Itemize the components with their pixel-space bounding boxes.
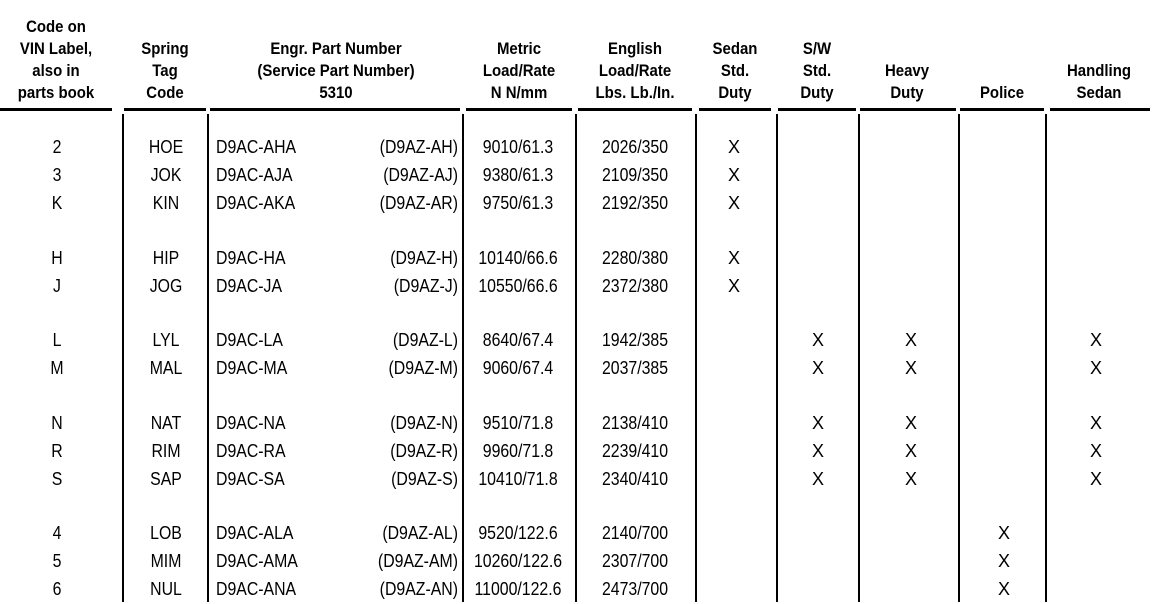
duty-mark-handling: X [1089,413,1102,433]
header-line: also in [32,61,80,80]
spring-tag-code: NAT [150,413,182,433]
duty-mark-handling: X [1089,358,1102,378]
header-sw [783,0,852,104]
english-load-rate: 2372/380 [601,276,669,296]
english-load-rate: 1942/385 [601,330,669,350]
header-line: Handling [1067,61,1131,80]
english-load-rate: 2307/700 [601,551,669,571]
engr-part-number: D9AC-ALA [216,523,294,543]
spring-tag-code: JOK [150,165,182,185]
header-line: parts book [17,83,95,102]
duty-mark-heavy: X [904,469,917,489]
metric-load-rate: 10260/122.6 [473,551,563,571]
engr-part-number: D9AC-MA [216,358,288,378]
duty-mark-sedan: X [727,276,740,296]
duty-mark-sedan: X [727,248,740,268]
engr-part-number: D9AC-AKA [216,193,296,213]
service-part-number: (D9AZ-R) [390,441,458,461]
header-police [963,0,1040,104]
header-underline [960,108,1044,111]
duty-mark-handling: X [1089,469,1102,489]
header-line: VIN Label, [19,39,93,58]
header-line: Lbs. Lb./In. [595,83,675,102]
duty-mark-sw: X [811,441,824,461]
service-part-number: (D9AZ-H) [390,248,458,268]
column-divider [207,114,209,602]
header-line: Load/Rate [482,61,556,80]
duty-mark-sw: X [811,330,824,350]
duty-mark-sw: X [811,469,824,489]
header-part [223,0,448,104]
spring-tag-code: RIM [151,441,181,461]
duty-mark-heavy: X [904,441,917,461]
column-divider [575,114,577,602]
vin-code: K [51,193,63,213]
engr-part-number: D9AC-ANA [216,579,297,599]
duty-mark-sedan: X [727,165,740,185]
header-line: Heavy [884,61,930,80]
duty-mark-police: X [997,523,1010,543]
header-underline [860,108,956,111]
column-divider [695,114,697,602]
metric-load-rate: 9510/71.8 [482,413,554,433]
header-line: Police [979,83,1025,102]
header-underline [124,108,206,111]
header-line: Code on [26,17,86,36]
header-line: Load/Rate [598,61,672,80]
header-line: (Service Part Number) [257,61,415,80]
service-part-number: (D9AZ-J) [393,276,458,296]
engr-part-number: D9AC-AHA [216,137,297,157]
engr-part-number: D9AC-NA [216,413,286,433]
duty-mark-handling: X [1089,441,1102,461]
column-divider [858,114,860,602]
engr-part-number: D9AC-SA [216,469,285,489]
engr-part-number: D9AC-AMA [216,551,298,571]
spring-tag-code: MIM [150,551,182,571]
spring-tag-code: KIN [152,193,180,213]
service-part-number: (D9AZ-N) [390,413,458,433]
duty-mark-sw: X [811,413,824,433]
header-underline [466,108,572,111]
header-line: Sedan [1076,83,1122,102]
spring-tag-code: LYL [152,330,180,350]
english-load-rate: 2140/700 [601,523,669,543]
header-line: Duty [800,83,834,102]
service-part-number: (D9AZ-AM) [377,551,458,571]
metric-load-rate: 10410/71.8 [478,469,558,489]
vin-code: M [50,358,64,378]
header-line: Code [146,83,184,102]
duty-mark-heavy: X [904,413,917,433]
english-load-rate: 2239/410 [601,441,669,461]
english-load-rate: 2037/385 [601,358,669,378]
spring-tag-code: NUL [150,579,182,599]
service-part-number: (D9AZ-AN) [379,579,458,599]
header-line: English [607,39,663,58]
metric-load-rate: 10140/66.6 [478,248,558,268]
header-line: S/W [802,39,832,58]
header-line: Engr. Part Number [270,39,402,58]
vin-code: 4 [52,523,62,543]
service-part-number: (D9AZ-AL) [382,523,458,543]
column-divider [776,114,778,602]
spring-tag-code: HOE [148,137,184,157]
engr-part-number: D9AC-JA [216,276,283,296]
header-line: Duty [890,83,924,102]
header-heavy [864,0,950,104]
metric-load-rate: 8640/67.4 [482,330,554,350]
english-load-rate: 2109/350 [601,165,669,185]
service-part-number: (D9AZ-AR) [379,193,458,213]
header-tag [129,0,201,104]
duty-mark-police: X [997,579,1010,599]
service-part-number: (D9AZ-AH) [379,137,458,157]
metric-load-rate: 9960/71.8 [482,441,554,461]
spring-tag-code: JOG [149,276,183,296]
header-metric [471,0,568,104]
metric-load-rate: 11000/122.6 [474,579,562,599]
header-line: Tag [152,61,178,80]
header-line: Sedan [712,39,758,58]
duty-mark-sw: X [811,358,824,378]
vin-code: N [51,413,63,433]
duty-mark-sedan: X [727,137,740,157]
service-part-number: (D9AZ-AJ) [383,165,458,185]
header-sedan [702,0,769,104]
engr-part-number: D9AC-LA [216,330,283,350]
english-load-rate: 2280/380 [601,248,669,268]
header-english [583,0,687,104]
english-load-rate: 2340/410 [601,469,669,489]
metric-load-rate: 9520/122.6 [478,523,558,543]
engr-part-number: D9AC-AJA [216,165,293,185]
column-divider [1045,114,1047,602]
spring-tag-code: SAP [150,469,182,489]
metric-load-rate: 9010/61.3 [482,137,554,157]
header-line: Duty [718,83,752,102]
header-line: Spring [141,39,189,58]
spring-tag-code: HIP [152,248,180,268]
header-underline [699,108,771,111]
column-divider [958,114,960,602]
header-underline [778,108,856,111]
vin-code: S [51,469,63,489]
vin-code: H [51,248,63,268]
header-vin [7,0,106,104]
metric-load-rate: 9380/61.3 [482,165,554,185]
english-load-rate: 2138/410 [601,413,669,433]
duty-mark-handling: X [1089,330,1102,350]
header-line: Std. [720,61,750,80]
header-underline [1050,108,1150,111]
service-part-number: (D9AZ-M) [388,358,458,378]
english-load-rate: 2473/700 [601,579,669,599]
service-part-number: (D9AZ-S) [391,469,458,489]
duty-mark-police: X [997,551,1010,571]
header-line: N N/mm [490,83,548,102]
column-divider [122,114,124,602]
vin-code: 6 [52,579,62,599]
engr-part-number: D9AC-RA [216,441,286,461]
english-load-rate: 2192/350 [601,193,669,213]
header-underline [578,108,692,111]
spring-tag-code: MAL [149,358,183,378]
header-underline [0,108,112,111]
vin-code: 2 [52,137,62,157]
spring-tag-code: LOB [150,523,182,543]
metric-load-rate: 10550/66.6 [478,276,558,296]
metric-load-rate: 9060/67.4 [482,358,554,378]
header-underline [210,108,460,111]
service-part-number: (D9AZ-L) [392,330,458,350]
vin-code: J [53,276,61,296]
header-line: 5310 [319,83,353,102]
header-line: Metric [496,39,542,58]
duty-mark-sedan: X [727,193,740,213]
header-handling [1054,0,1144,104]
column-divider [462,114,464,602]
metric-load-rate: 9750/61.3 [482,193,554,213]
vin-code: 5 [52,551,62,571]
vin-code: 3 [52,165,62,185]
vin-code: R [51,441,63,461]
header-line: Std. [802,61,832,80]
engr-part-number: D9AC-HA [216,248,286,268]
english-load-rate: 2026/350 [601,137,669,157]
duty-mark-heavy: X [904,358,917,378]
vin-code: L [52,330,62,350]
duty-mark-heavy: X [904,330,917,350]
